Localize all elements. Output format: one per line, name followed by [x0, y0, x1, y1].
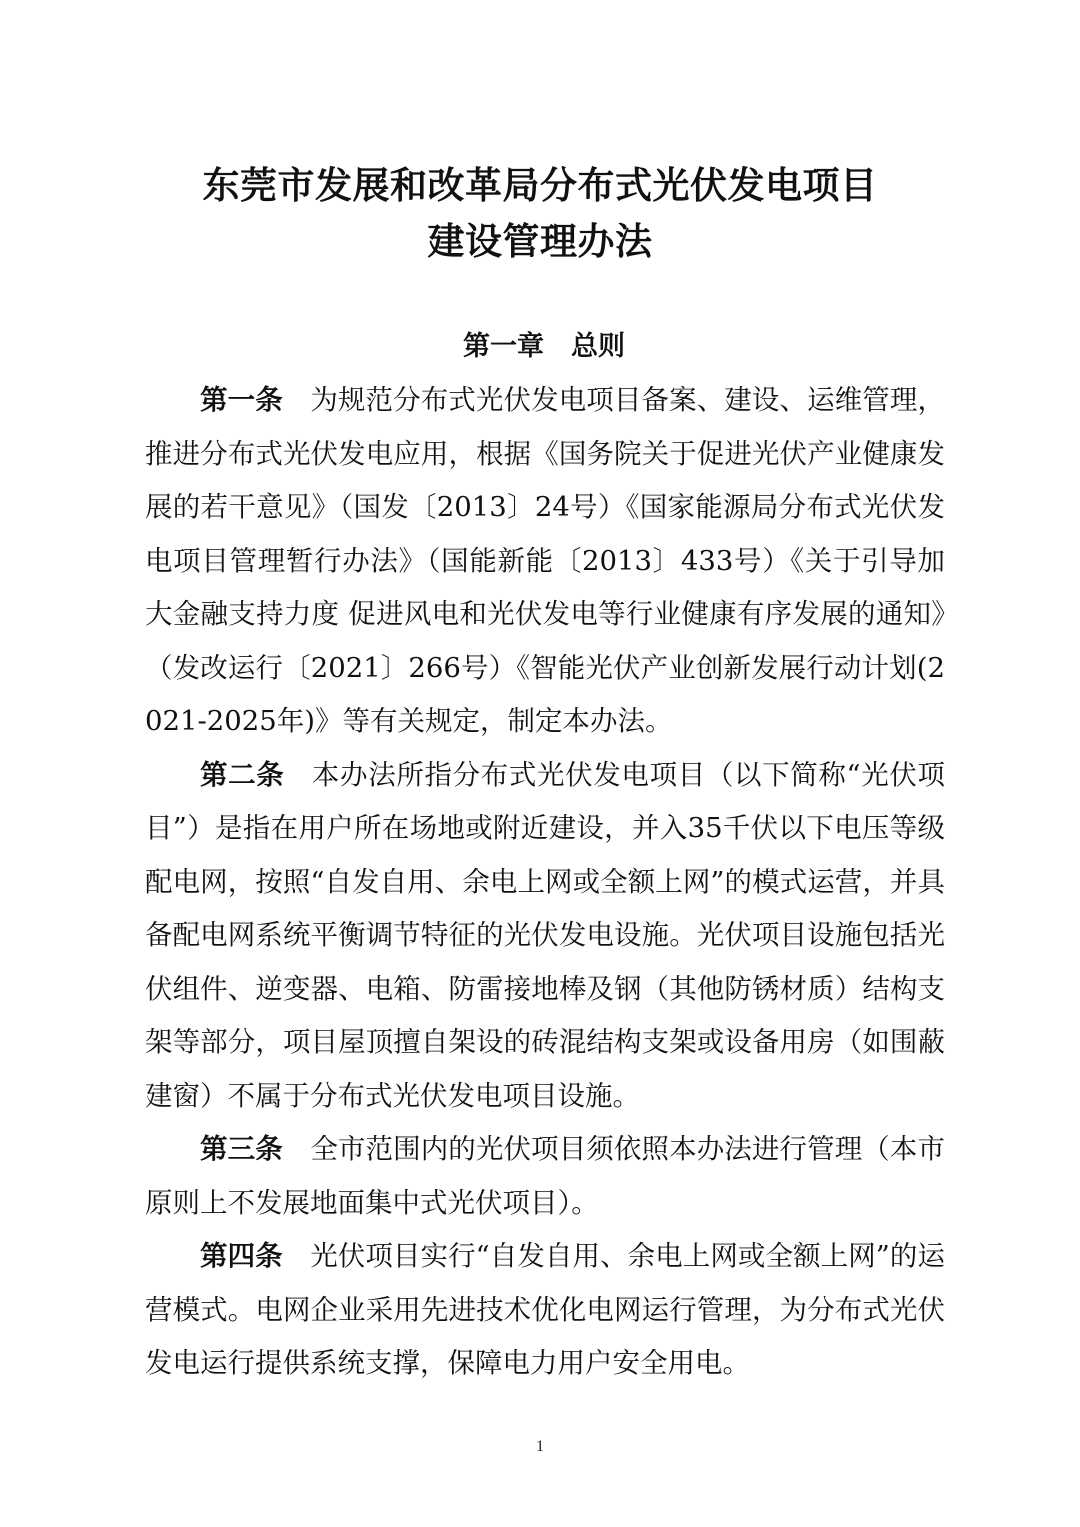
article-2	[145, 749, 945, 1124]
document-title-line-2: 建设管理办法	[427, 220, 653, 263]
article-number: 第二条	[200, 758, 285, 791]
page-number: 1	[536, 1438, 544, 1455]
article-number: 第四条	[200, 1240, 283, 1272]
document-body	[145, 374, 945, 1391]
document-title-line-1: 东莞市发展和改革局分布式光伏发电项目	[202, 164, 878, 207]
article-number: 第一条	[200, 384, 283, 416]
chapter-heading: 第一章 总则	[463, 331, 625, 362]
article-3	[145, 1123, 945, 1230]
article-text: 全市范围内的光伏项目须依照本办法进行管理（本市原则上不发展地面集中式光伏项目）。	[145, 1133, 946, 1219]
article-1	[145, 374, 945, 749]
document-title	[140, 158, 940, 270]
article-4	[145, 1230, 945, 1391]
article-number: 第三条	[200, 1133, 283, 1165]
article-text: 光伏项目实行“自发自用、余电上网或全额上网”的运营模式。电网企业采用先进技术优化电网运行管理，为分布式光伏发电运行提供系统支撑，保障电力用户安全用电。	[145, 1240, 945, 1379]
article-text: 为规范分布式光伏发电项目备案、建设、运维管理，推进分布式光伏发电应用，根据《国务院关于促进光伏产业健康发展的若干意见》（国发〔2013〕24号）《国家能源局分布式光伏发电项目管理暂行办法》（国能新能〔2013〕433号）《关于引导加大金融支持力度 促进风电和光伏发电等行业健康有序发展的通知》（发改运行〔2021〕266号）《智能光伏产业创新发展行动计划(2021-2025年)》等有关规定，制定本办法。	[145, 384, 946, 737]
article-text: 本办法所指分布式光伏发电项目（以下简称“光伏项目”）是指在用户所在场地或附近建设，并入35千伏以下电压等级配电网，按照“自发自用、余电上网或全额上网”的模式运营，并具备配电网系统平衡调节特征的光伏发电设施。光伏项目设施包括光伏组件、逆变器、电箱、防雷接地棒及钢（其他防锈材质）结构支架等部分，项目屋顶擅自架设的砖混结构支架或设备用房（如围蔽建窗）不属于分布式光伏发电项目设施。	[145, 758, 946, 1112]
